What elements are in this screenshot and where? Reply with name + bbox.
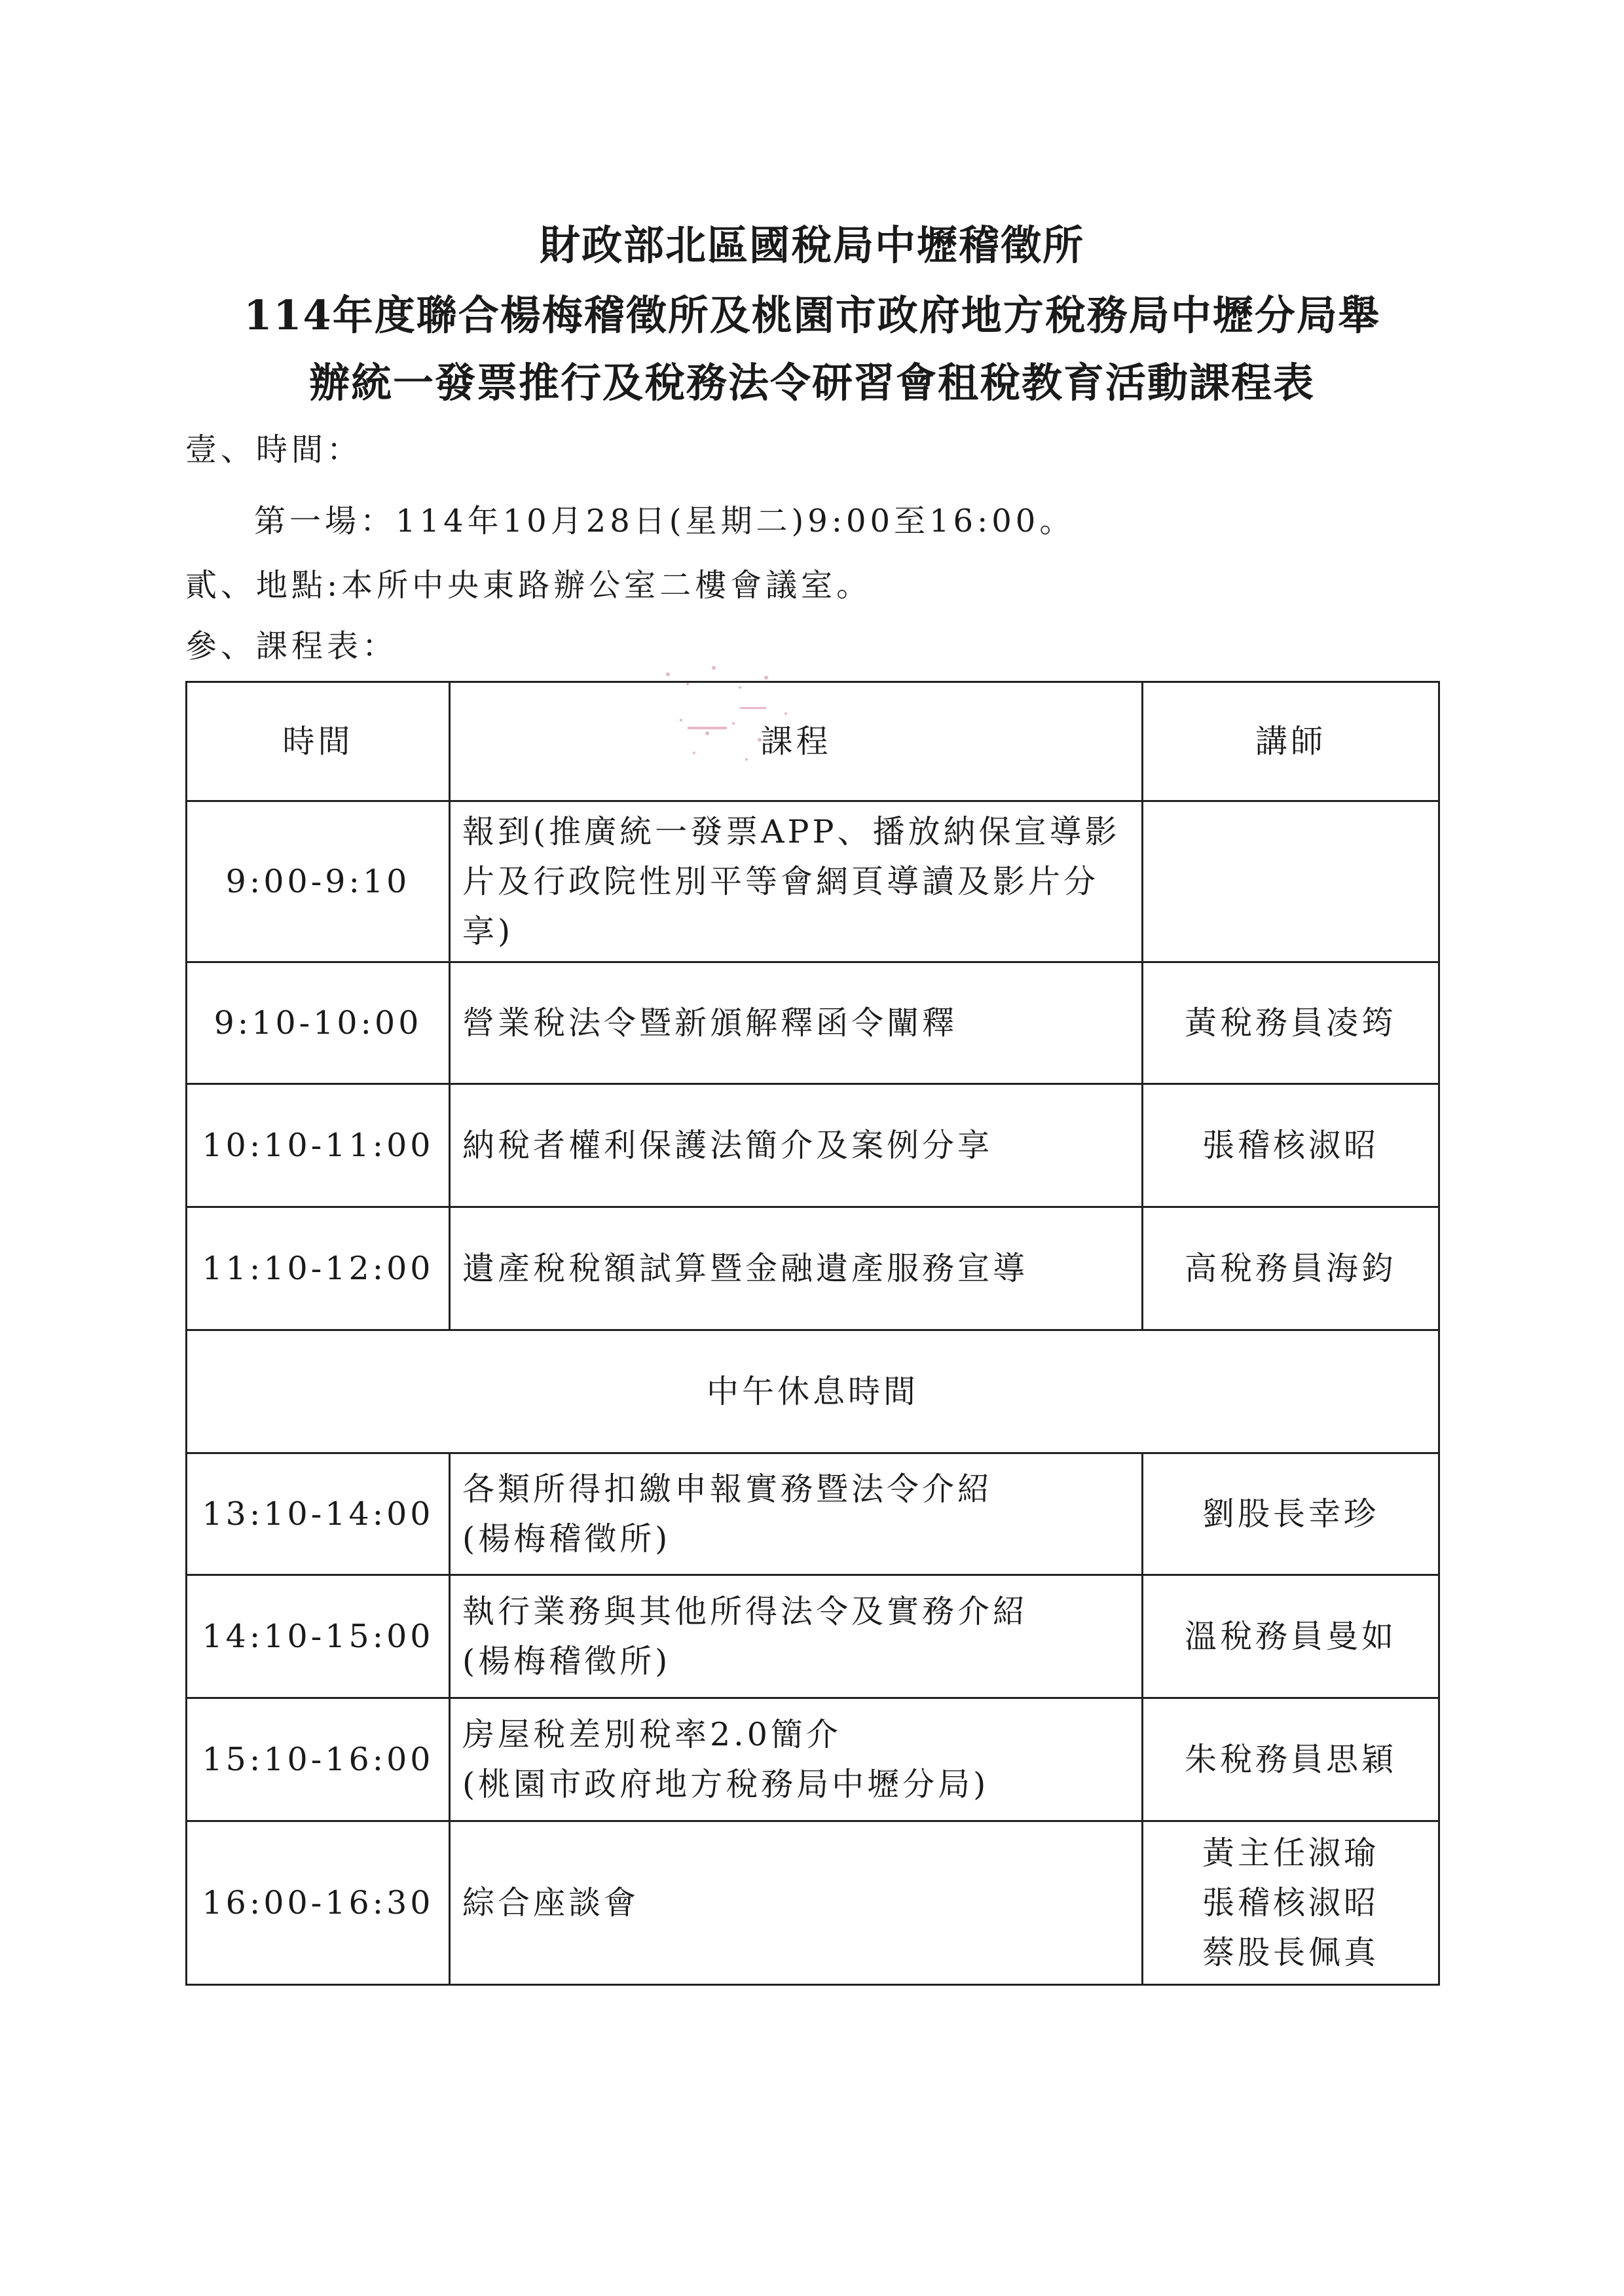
course-line: 房屋稅差別稅率2.0簡介 (462, 1715, 841, 1753)
lunch-break: 中午休息時間 (187, 1330, 1439, 1453)
course-line: 遺產稅稅額試算暨金融遺產服務宣導 (462, 1249, 1029, 1287)
instructor-name: 溫稅務員曼如 (1184, 1617, 1397, 1655)
session-instructor (1143, 1207, 1439, 1330)
table-row (187, 1084, 1439, 1207)
table-row (187, 1453, 1439, 1575)
session-course (450, 962, 1143, 1084)
instructor-name: 黃主任淑瑜 (1202, 1834, 1379, 1872)
session-instructor (1143, 962, 1439, 1084)
table-row (187, 962, 1439, 1084)
session-course (450, 1084, 1143, 1207)
session-instructor (1143, 1698, 1439, 1821)
course-line: 各類所得扣繳申報實務暨法令介紹 (462, 1470, 993, 1508)
table-row-lunch (187, 1330, 1439, 1453)
section-time-label: 壹、時間： (185, 431, 363, 468)
session-instructor (1143, 1453, 1439, 1575)
session-time: 9:10-10:00 (187, 962, 450, 1084)
course-line: 片及行政院性別平等會網頁導讀及影片分 (462, 862, 1099, 900)
session-time: 9:00-9:10 (187, 801, 450, 962)
session-instructor (1143, 1084, 1439, 1207)
course-line: 營業稅法令暨新頒解釋函令闡釋 (462, 1004, 958, 1042)
session-course (450, 1453, 1143, 1575)
document-title-line-2: 114年度聯合楊梅稽徵所及桃園市政府地方稅務局中壢分局舉 (244, 291, 1380, 339)
instructor-name: 高稅務員海鈞 (1184, 1249, 1397, 1287)
instructor-name: 蔡股長佩真 (1202, 1933, 1379, 1971)
instructor-name: 張稽核淑昭 (1202, 1884, 1379, 1922)
table-row (187, 1575, 1439, 1698)
session-course (450, 1698, 1143, 1821)
table-header-row (187, 682, 1439, 801)
session-time: 16:00-16:30 (187, 1821, 450, 1985)
course-line: 執行業務與其他所得法令及實務介紹 (462, 1592, 1029, 1630)
session-datetime: 第一場：114年10月28日(星期二)9:00至16:00。 (254, 503, 1075, 539)
table-row (187, 1698, 1439, 1821)
document-title-line-3: 辦統一發票推行及稅務法令研習會租稅教育活動課程表 (308, 359, 1315, 407)
session-time: 10:10-11:00 (187, 1084, 450, 1207)
session-instructor (1143, 801, 1439, 962)
session-time: 11:10-12:00 (187, 1207, 450, 1330)
session-time: 15:10-16:00 (187, 1698, 450, 1821)
session-course (450, 1575, 1143, 1698)
header-course: 課程 (450, 682, 1143, 801)
course-line: 綜合座談會 (462, 1884, 640, 1922)
course-line: 報到(推廣統一發票APP、播放納保宣導影 (462, 812, 1120, 850)
course-line: 享) (462, 912, 514, 950)
instructor-name: 劉股長幸珍 (1202, 1495, 1379, 1533)
header-instructor: 講師 (1143, 682, 1439, 801)
table-row (187, 1207, 1439, 1330)
header-time: 時間 (187, 682, 450, 801)
course-line: 納稅者權利保護法簡介及案例分享 (462, 1126, 993, 1164)
session-course (450, 1821, 1143, 1985)
table-row (187, 801, 1439, 962)
session-instructor (1143, 1821, 1439, 1985)
table-row (187, 1821, 1439, 1985)
instructor-name: 朱稅務員思穎 (1184, 1740, 1397, 1778)
section-place: 貳、地點:本所中央東路辦公室二樓會議室。 (185, 567, 872, 604)
course-line: (楊梅稽徵所) (462, 1642, 671, 1680)
session-instructor (1143, 1575, 1439, 1698)
session-course (450, 801, 1143, 962)
instructor-name: 黃稅務員凌筠 (1184, 1004, 1397, 1042)
instructor-name: 張稽核淑昭 (1202, 1126, 1379, 1164)
session-time: 14:10-15:00 (187, 1575, 450, 1698)
course-line: (楊梅稽徵所) (462, 1520, 671, 1558)
session-time: 13:10-14:00 (187, 1453, 450, 1575)
session-course (450, 1207, 1143, 1330)
document-title-agency: 財政部北區國稅局中壢稽徵所 (539, 221, 1084, 269)
section-schedule-label: 參、課程表： (185, 628, 398, 665)
schedule-table (185, 681, 1440, 1986)
course-line: (桃園市政府地方稅務局中壢分局) (462, 1765, 989, 1803)
